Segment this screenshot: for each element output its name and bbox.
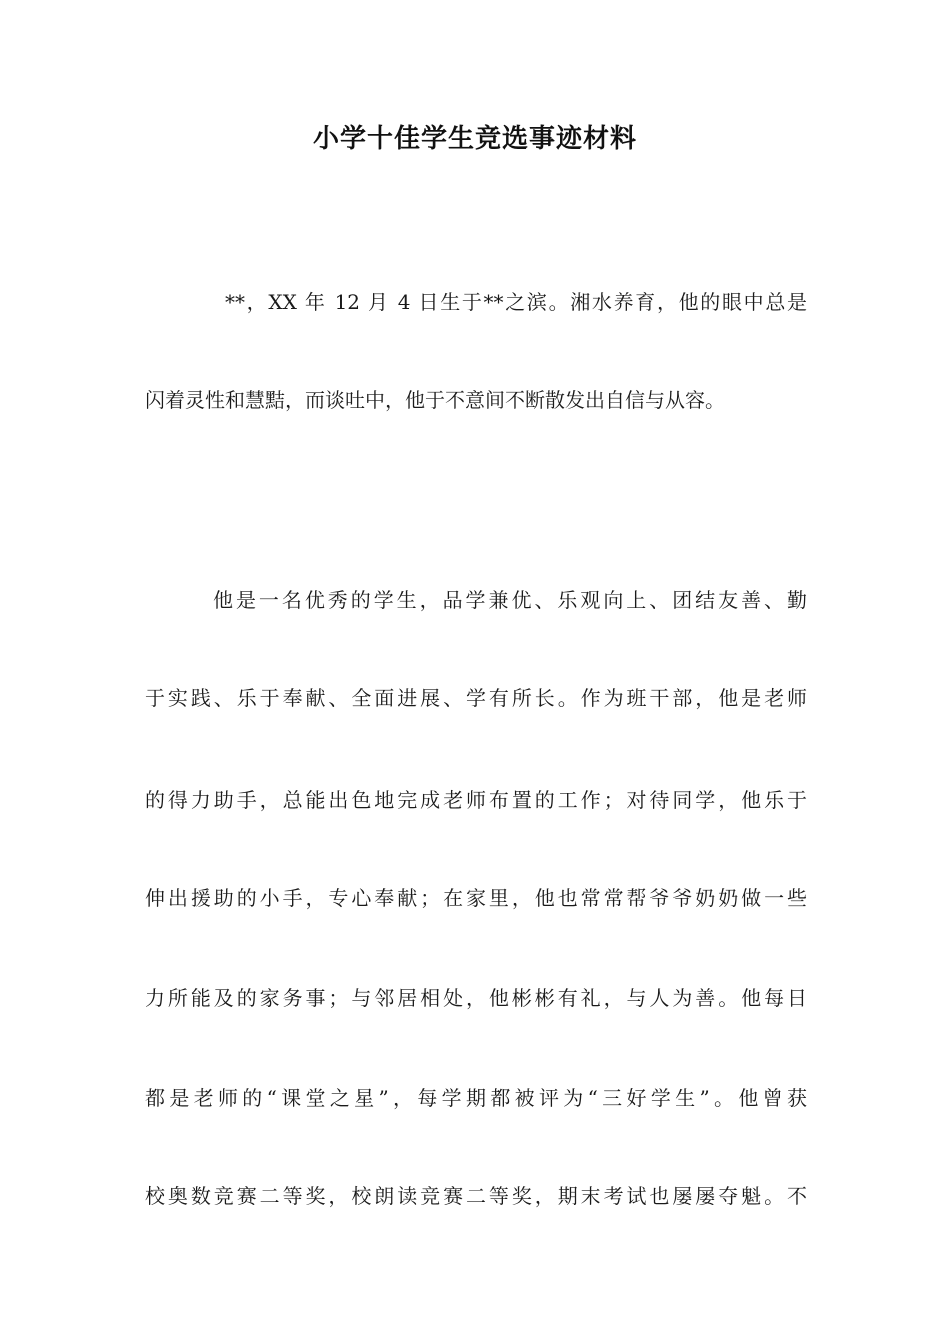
paragraph-line: 的得力助手，总能出色地完成老师布置的工作；对待同学，他乐于 [145, 788, 807, 812]
paragraph-line: 力所能及的家务事；与邻居相处，他彬彬有礼，与人为善。他每日 [145, 986, 807, 1010]
paragraph-line: 于实践、乐于奉献、全面进展、学有所长。作为班干部，他是老师 [145, 686, 807, 710]
paragraph-line: 他是一名优秀的学生，品学兼优、乐观向上、团结友善、勤 [213, 588, 807, 612]
paragraph-line: 校奥数竞赛二等奖，校朗读竞赛二等奖，期末考试也屡屡夺魁。不 [145, 1184, 807, 1208]
paragraph-line: **，XX 年 12 月 4 日生于**之滨。湘水养育，他的眼中总是 [225, 290, 807, 314]
paragraph-line: 伸出援助的小手，专心奉献；在家里，他也常常帮爷爷奶奶做一些 [145, 886, 807, 910]
document-title: 小学十佳学生竞选事迹材料 [312, 124, 637, 154]
paragraph-line: 都是老师的“课堂之星”，每学期都被评为“三好学生”。他曾获 [145, 1086, 807, 1110]
paragraph-line: 闪着灵性和慧黠，而谈吐中，他于不意间不断散发出自信与从容。 [145, 388, 725, 412]
